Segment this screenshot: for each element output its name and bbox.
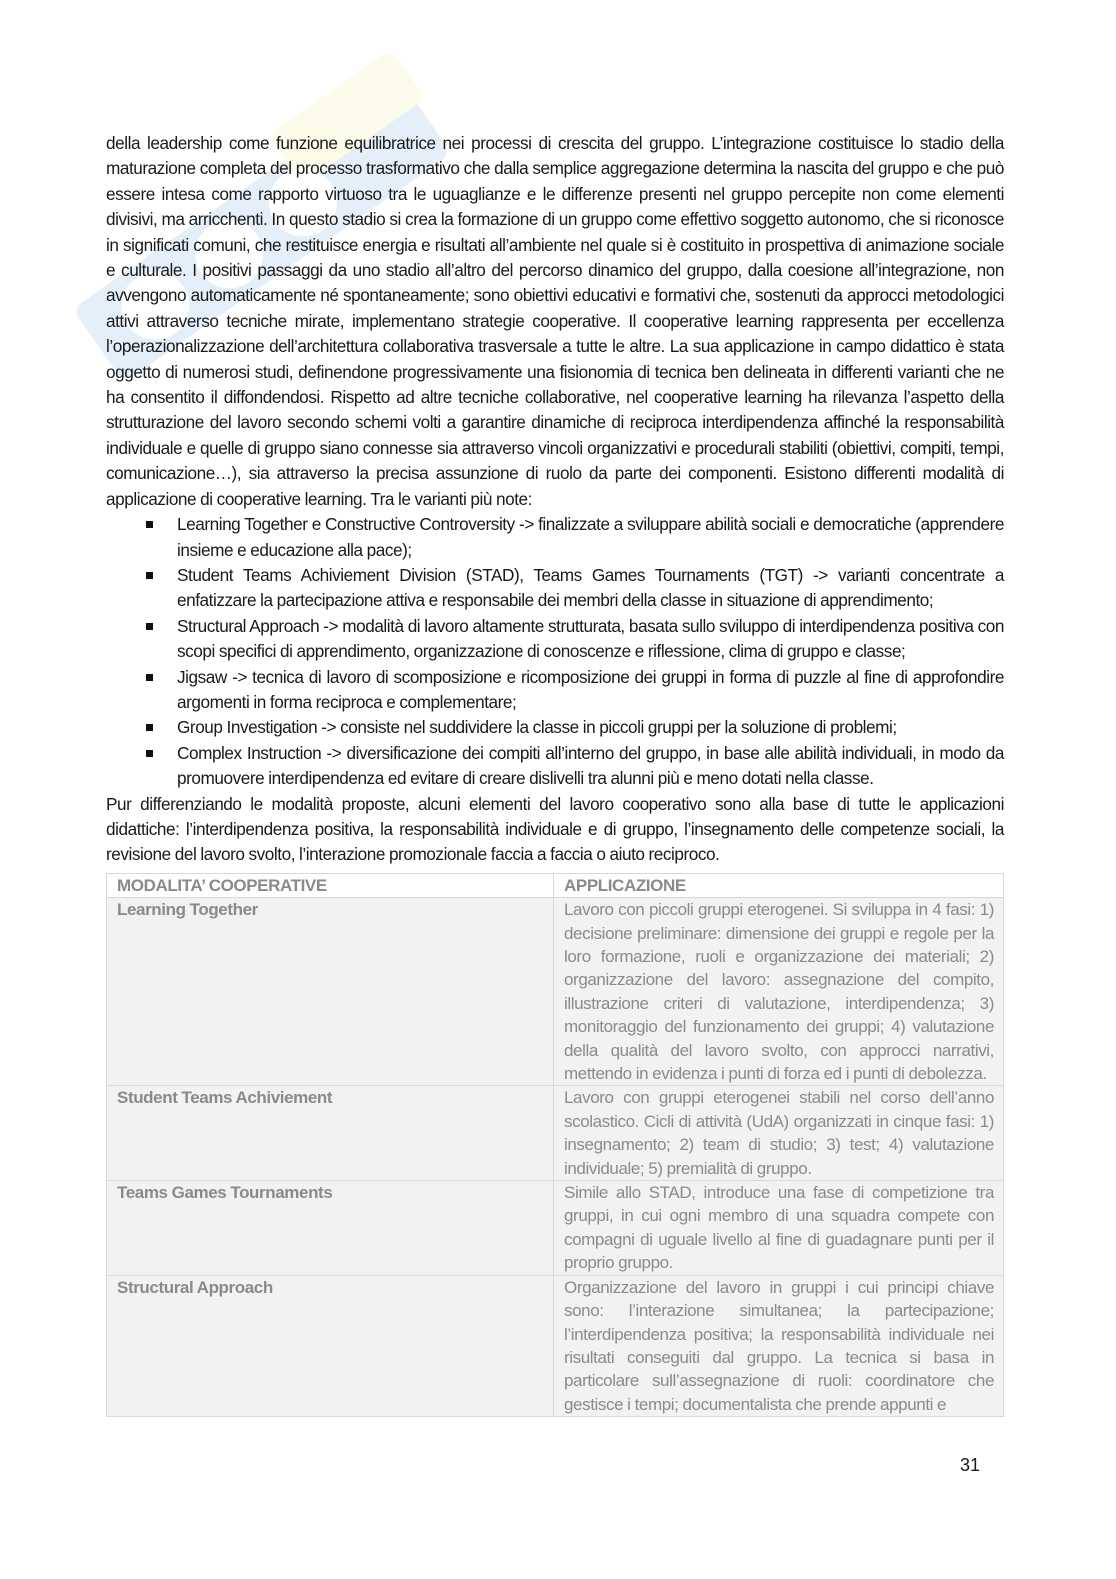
application-cell: Lavoro con gruppi eterogenei stabili nel corso dell’anno scolastico. Cicli di attività (UdA) organizzati in cinque fasi: 1) insegnamento; 2) team di studio; 3) test; 4) valutazione individuale; 5) premialità di gruppo. [554,1086,1004,1181]
table-row [107,1275,1004,1416]
square-bullet-icon [146,674,153,681]
list-item: Student Teams Achiviement Division (STAD), Teams Games Tournaments (TGT) -> varianti concentrate a enfatizzare la partecipazione attiva e responsabile dei membri della classe in situazione di apprendimento; [106,563,1004,614]
list-item: Structural Approach -> modalità di lavoro altamente strutturata, basata sullo sviluppo di interdipendenza positiva con scopi specifici di apprendimento, organizzazione di conoscenze e riflessione, clima di gruppo e classe; [106,614,1004,665]
square-bullet-icon [146,572,153,579]
page-number: 31 [960,1455,981,1475]
cooperative-modes-table [106,873,1004,1417]
list-item: Learning Together e Constructive Controversity -> finalizzate a sviluppare abilità sociali e democratiche (apprendere insieme e educazione alla pace); [106,512,1004,563]
mode-cell: Student Teams Achiviement [107,1086,554,1181]
table-row [107,1086,1004,1181]
square-bullet-icon [146,521,153,528]
mode-cell: Teams Games Tournaments [107,1181,554,1276]
application-cell: Lavoro con piccoli gruppi eterogenei. Si sviluppa in 4 fasi: 1) decisione preliminare: dimensione dei gruppi e regole per la loro formazione, ruoli e organizzazione dei materiali; 2) organizzazione del lavoro: assegnazione del compito, illustrazione criteri di valutazione, interdipendenza; 3) monitoraggio del funzionamento dei gruppi; 4) valutazione della qualità del lavoro svolto, con approcci narrativi, mettendo in evidenza i punti di forza ed i punti di debolezza. [554,898,1004,1086]
square-bullet-icon [146,750,153,757]
list-item: Group Investigation -> consiste nel suddividere la classe in piccoli gruppi per la soluzione di problemi; [106,715,1004,740]
list-item: Complex Instruction -> diversificazione dei compiti all’interno del gruppo, in base alle abilità individuali, in modo da promuovere interdipendenza ed evitare di creare dislivelli tra alunni più e meno dotati nella classe. [106,741,1004,792]
square-bullet-icon [146,724,153,731]
table-row [107,1181,1004,1276]
table-row [107,898,1004,1086]
document-page [106,131,1004,1417]
application-cell: Organizzazione del lavoro in gruppi i cui principi chiave sono: l’interazione simultanea; la partecipazione; l’interdipendenza positiva; la responsabilità individuale nei risultati conseguiti dal gruppo. La tecnica si basa in particolare sull’assegnazione di ruoli: coordinatore che gestisce i tempi; documentalista che prende appunti e [554,1275,1004,1416]
application-cell: Simile allo STAD, introduce una fase di competizione tra gruppi, in cui ogni membro di una squadra compete con compagni di uguale livello al fine di guadagnare punti per il proprio gruppo. [554,1181,1004,1276]
table-header-row [107,873,1004,897]
mode-cell: Structural Approach [107,1275,554,1416]
list-item: Jigsaw -> tecnica di lavoro di scomposizione e ricomposizione dei gruppi in forma di puzzle al fine di approfondire argomenti in forma reciproca e complementare; [106,665,1004,716]
header-modalita: MODALITA’ COOPERATIVE [107,873,554,897]
variants-list [106,512,1004,791]
body-paragraph-2: Pur differenziando le modalità proposte, alcuni elementi del lavoro cooperativo sono alla base di tutte le applicazioni didattiche: l’interdipendenza positiva, la responsabilità individuale e di gruppo, l’insegnamento delle competenze sociali, la revisione del lavoro svolto, l’interazione promozionale faccia a faccia o aiuto reciproco. [106,793,1004,865]
square-bullet-icon [146,623,153,630]
mode-cell: Learning Together [107,898,554,1086]
header-applicazione: APPLICAZIONE [554,873,1004,897]
body-paragraph-1: della leadership come funzione equilibratrice nei processi di crescita del gruppo. L’integrazione costituisce lo stadio della maturazione completa del processo trasformativo che dalla semplice aggregazione determina la nascita del gruppo e che può essere intesa come rapporto virtuoso tra le uguaglianze e le differenze presenti nel gruppo percepite non come elementi divisivi, ma arricchenti. In questo stadio si crea la formazione di un gruppo come effettivo soggetto autonomo, che si riconosce in significati comuni, che restituisce energia e risultati all’ambiente nel quale si è costituito in prospettiva di animazione sociale e culturale. I positivi passaggi da uno stadio all’altro del percorso dinamico del gruppo, dalla coesione all’integrazione, non avvengono automaticamente né spontaneamente; sono obiettivi educativi e formativi che, sostenuti da approcci metodologici attivi attraverso tecniche mirate, implementano strategie cooperative. Il cooperative learning rappresenta per eccellenza l’operazionalizzazione dell’architettura collaborativa trasversale a tutte le altre. La sua applicazione in campo didattico è stata oggetto di numerosi studi, definendone progressivamente una fisionomia di tecnica ben delineata in differenti varianti che ne ha consentito il diffondendosi. Rispetto ad altre tecniche collaborative, nel cooperative learning ha rilevanza l’aspetto della strutturazione del lavoro secondo schemi volti a garantire dinamiche di reciproca interdipendenza affinché la responsabilità individuale e quelle di gruppo siano connesse sia attraverso vincoli organizzativi e procedurali stabiliti (obiettivi, compiti, tempi, comunicazione…), sia attraverso la precisa assunzione di ruolo da parte dei componenti. Esistono differenti modalità di applicazione di cooperative learning. Tra le varianti più note: [106,133,1004,509]
